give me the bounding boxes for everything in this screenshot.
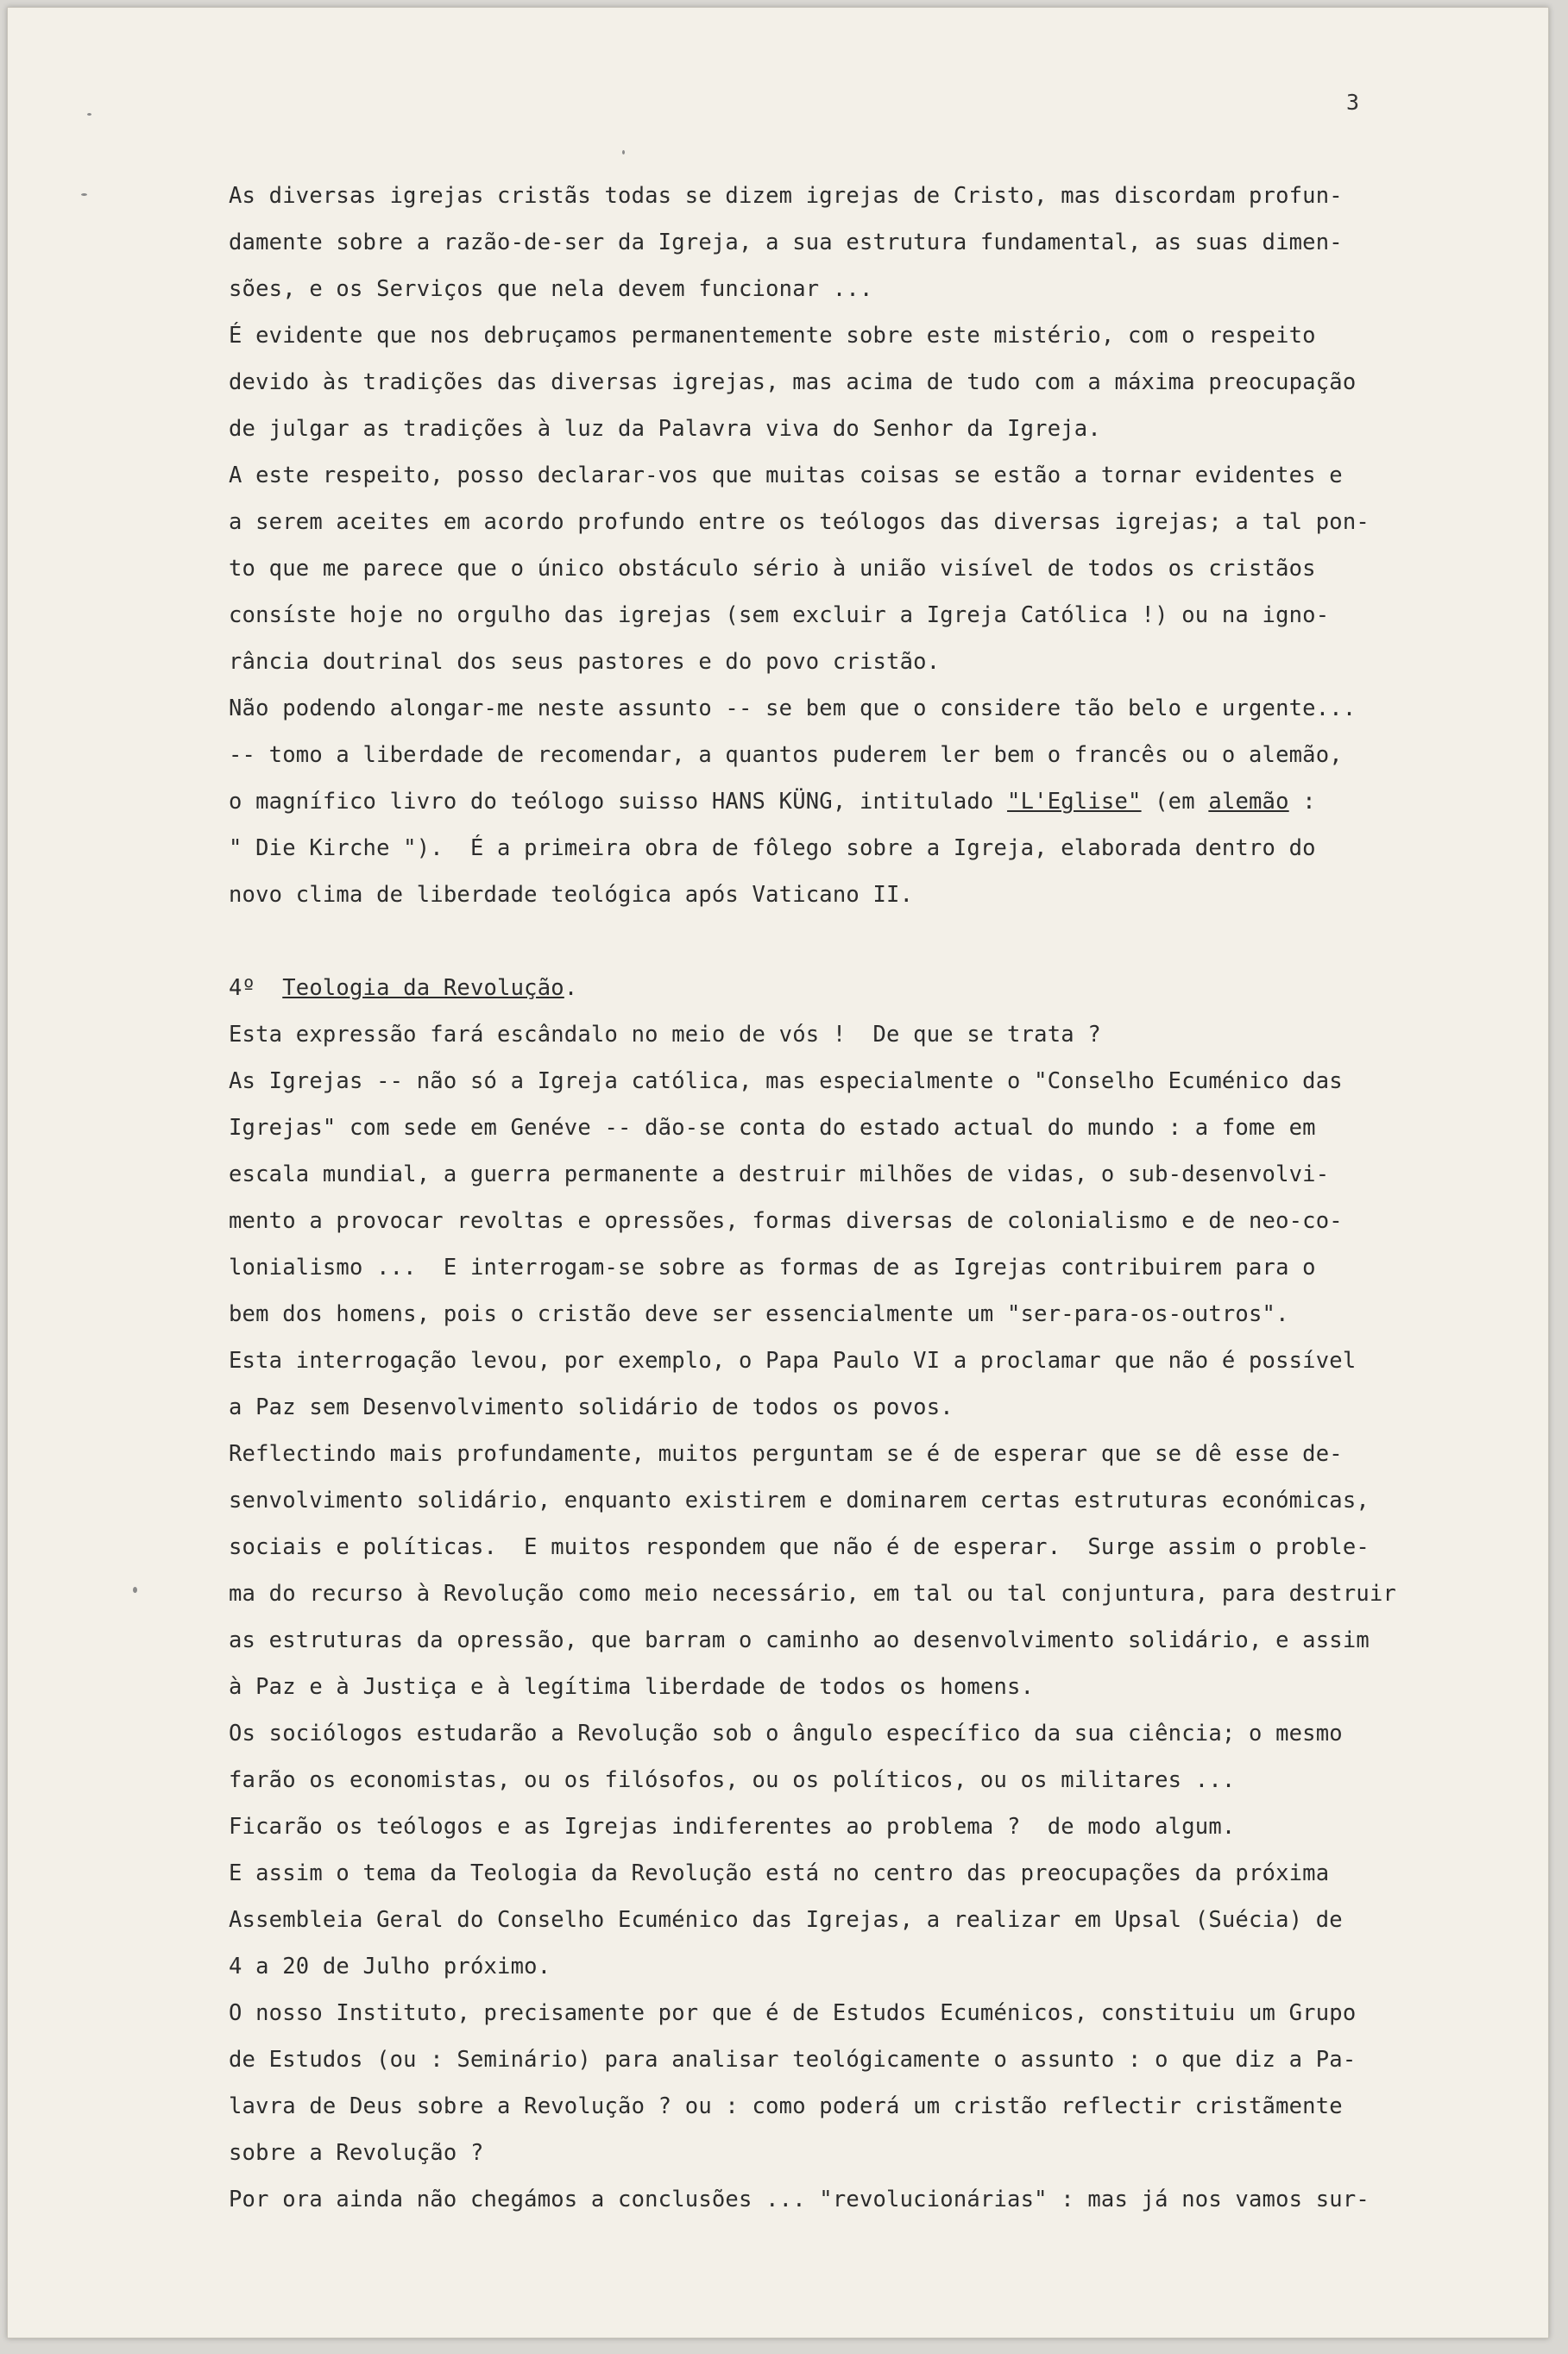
text-line: to que me parece que o único obstáculo sério à união visível de todos os cristãos (229, 556, 1316, 582)
text-line: farão os economistas, ou os filósofos, ou os políticos, ou os militares ... (229, 1767, 1236, 1793)
text-line: Esta expressão fará escândalo no meio de vós ! De que se trata ? (229, 1022, 1101, 1048)
text-line: Ficarão os teólogos e as Igrejas indiferentes ao problema ? de modo algum. (229, 1814, 1236, 1840)
paper-speck (87, 113, 91, 116)
text-line: lonialismo ... E interrogam-se sobre as formas de as Igrejas contribuirem para o (229, 1255, 1316, 1281)
text-line: devido às tradições das diversas igrejas, mas acima de tudo com a máxima preocupação (229, 369, 1357, 395)
text-line: consíste hoje no orgulho das igrejas (sem excluir a Igreja Católica !) ou na igno- (229, 602, 1330, 628)
text-line: damente sobre a razão-de-ser da Igreja, a sua estrutura fundamental, as suas dimen- (229, 230, 1343, 255)
text-line: 4 a 20 de Julho próximo. (229, 1954, 551, 1980)
section-heading (229, 965, 1420, 1011)
text-line: a Paz sem Desenvolvimento solidário de todos os povos. (229, 1394, 954, 1420)
paper-speck (133, 1587, 137, 1593)
text-line: bem dos homens, pois o cristão deve ser essencialmente um "ser-para-os-outros". (229, 1301, 1289, 1327)
text-line: É evidente que nos debruçamos permanentemente sobre este mistério, com o respeito (229, 323, 1316, 349)
text-line: senvolvimento solidário, enquanto existirem e dominarem certas estruturas económicas, (229, 1488, 1370, 1514)
text-line: A este respeito, posso declarar-vos que muitas coisas se estão a tornar evidentes e (229, 463, 1343, 488)
text-line: ma do recurso à Revolução como meio necessário, em tal ou tal conjuntura, para destruir (229, 1581, 1397, 1607)
text-line: de julgar as tradições à luz da Palavra viva do Senhor da Igreja. (229, 416, 1101, 442)
text-line: novo clima de liberdade teológica após Vaticano II. (229, 882, 914, 908)
text-line: sociais e políticas. E muitos respondem que não é de esperar. Surge assim o proble- (229, 1534, 1370, 1560)
text-line: sões, e os Serviços que nela devem funcionar ... (229, 276, 873, 302)
language-word: alemão (1208, 789, 1289, 815)
page-number: 3 (1346, 90, 1360, 115)
book-recommendation-line (229, 778, 1420, 825)
text-line: a serem aceites em acordo profundo entre os teólogos das diversas igrejas; a tal pon- (229, 509, 1370, 535)
text-line: Igrejas" com sede em Genéve -- dão-se conta do estado actual do mundo : a fome em (229, 1115, 1316, 1141)
text-line: As diversas igrejas cristãs todas se dizem igrejas de Cristo, mas discordam profun- (229, 183, 1343, 209)
paragraph-ecumenism (229, 173, 1420, 778)
text-segment: (em (1141, 789, 1209, 815)
text-line: de Estudos (ou : Seminário) para analisar teológicamente o assunto : o que diz a Pa- (229, 2047, 1357, 2073)
text-line: Os sociólogos estudarão a Revolução sob o ângulo específico da sua ciência; o mesmo (229, 1721, 1343, 1747)
text-line: mento a provocar revoltas e opressões, formas diversas de colonialismo e de neo-co- (229, 1208, 1343, 1234)
paper-speck (81, 193, 87, 196)
text-line: As Igrejas -- não só a Igreja católica, mas especialmente o "Conselho Ecuménico das (229, 1068, 1343, 1094)
text-segment: o magnífico livro do teólogo suisso HANS KÜNG, intitulado (229, 789, 1008, 815)
text-line: Reflectindo mais profundamente, muitos perguntam se é de esperar que se dê esse de- (229, 1441, 1343, 1467)
text-line: E assim o tema da Teologia da Revolução está no centro das preocupações da próxima (229, 1860, 1330, 1886)
paragraph-revolution (229, 1011, 1420, 2223)
text-line: as estruturas da opressão, que barram o caminho ao desenvolvimento solidário, e assim (229, 1627, 1370, 1653)
text-line: sobre a Revolução ? (229, 2140, 484, 2166)
text-segment: : (1288, 789, 1316, 815)
paper-speck (622, 150, 625, 154)
text-line: rância doutrinal dos seus pastores e do povo cristão. (229, 649, 941, 675)
section-title: Teologia da Revolução (282, 975, 564, 1001)
book-title: "L'Eglise" (1007, 789, 1142, 815)
paragraph-ecumenism-end (229, 825, 1420, 918)
text-line: à Paz e à Justiça e à legítima liberdade de todos os homens. (229, 1674, 1035, 1700)
text-line: lavra de Deus sobre a Revolução ? ou : como poderá um cristão reflectir cristãmente (229, 2093, 1343, 2119)
section-number: 4º (229, 975, 256, 1001)
text-line: -- tomo a liberdade de recomendar, a quantos puderem ler bem o francês ou o alemão, (229, 742, 1343, 768)
document-body (229, 173, 1420, 2223)
text-line: Por ora ainda não chegámos a conclusões ... "revolucionárias" : mas já nos vamos sur- (229, 2187, 1370, 2212)
text-line: Esta interrogação levou, por exemplo, o Papa Paulo VI a proclamar que não é possível (229, 1348, 1357, 1374)
text-line: " Die Kirche "). É a primeira obra de fôlego sobre a Igreja, elaborada dentro do (229, 835, 1316, 861)
text-line: escala mundial, a guerra permanente a destruir milhões de vidas, o sub-desenvolvi- (229, 1161, 1330, 1187)
text-line: Não podendo alongar-me neste assunto -- se bem que o considere tão belo e urgente... (229, 696, 1357, 721)
text-line: Assembleia Geral do Conselho Ecuménico das Igrejas, a realizar em Upsal (Suécia) de (229, 1907, 1343, 1933)
text-line: O nosso Instituto, precisamente por que é de Estudos Ecuménicos, constituiu um Grupo (229, 2000, 1357, 2026)
section-title-period: . (564, 975, 578, 1001)
